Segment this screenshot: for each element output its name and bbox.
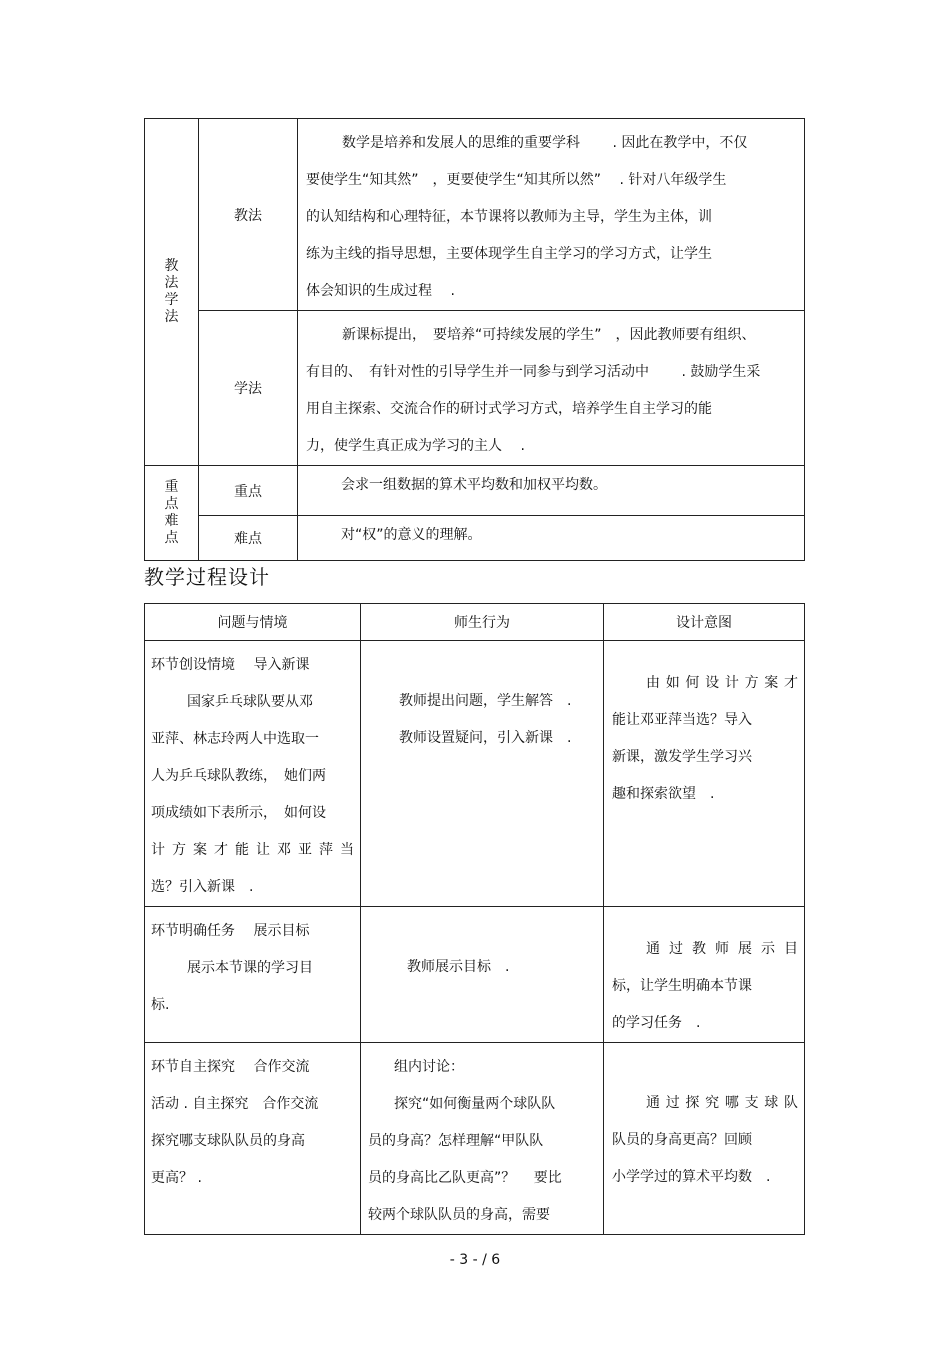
- text-line: 的学习任务 .: [612, 1015, 701, 1031]
- key-point-text: 会求一组数据的算术平均数和加权平均数。: [298, 466, 805, 516]
- row-label-xuefa: 学法: [199, 311, 298, 466]
- design-intent-cell: [604, 641, 805, 907]
- text-line: 要使学生“知其然” ，更要使学生“知其所以然” . 针对八年级学生: [306, 172, 727, 188]
- text-line: 环节自主探究 合作交流: [151, 1059, 310, 1075]
- difficult-point-text: 对“权”的意义的理解。: [298, 516, 805, 561]
- text-line: 队员的身高更高？回顾: [612, 1132, 752, 1148]
- jiaofa-description: [298, 119, 805, 311]
- xuefa-description: [298, 311, 805, 466]
- text-line: 员的身高比乙队更高”？ 要比: [368, 1170, 562, 1186]
- text-line: 环节创设情境 导入新课: [151, 657, 310, 673]
- row-label-jiaofa: 教法: [199, 119, 298, 311]
- text-line: 练为主线的指导思想，主要体现学生自主学习的学习方式，让学生: [306, 246, 712, 262]
- teaching-method-table: [144, 118, 805, 561]
- text-line: 员的身高？怎样理解“甲队队: [368, 1133, 544, 1149]
- text-line: 展示本节课的学习目: [187, 960, 313, 976]
- text-line: 小学学过的算术平均数 .: [612, 1169, 771, 1185]
- text-line: 探究“如何衡量两个球队队: [394, 1096, 556, 1112]
- category-label: 重点难点: [164, 479, 179, 546]
- text-line: 能让邓亚萍当选？导入: [612, 712, 752, 728]
- category-label: 教法学法: [164, 258, 179, 325]
- text-line: 趣和探索欲望 .: [612, 786, 715, 802]
- text-line: 有目的、 有针对性的引导学生并一同参与到学习活动中 . 鼓励学生采: [306, 364, 761, 380]
- column-header: 师生行为: [361, 604, 604, 641]
- problem-situation-cell: [145, 641, 361, 907]
- text-line: 新课，激发学生学习兴: [612, 749, 752, 765]
- table-row: [145, 641, 805, 907]
- teacher-student-cell: [361, 641, 604, 907]
- teaching-process-table: [144, 603, 805, 1235]
- problem-situation-cell: [145, 907, 361, 1043]
- text-line: 新课标提出， 要培养“可持续发展的学生” ，因此教师要有组织、: [342, 327, 756, 343]
- text-line: 较两个球队队员的身高，需要: [368, 1207, 550, 1223]
- section-heading: 教学过程设计: [144, 565, 270, 589]
- design-intent-cell: [604, 907, 805, 1043]
- design-intent-cell: [604, 1043, 805, 1235]
- row-label-zhongdian: 重点: [199, 466, 298, 516]
- text-line: 教师提出问题，学生解答 .: [399, 693, 572, 709]
- text-line: 探究哪支球队队员的身高: [151, 1133, 305, 1149]
- text-line: 通过教师展示目: [646, 941, 798, 957]
- page-number: - 3 - / 6: [449, 1252, 501, 1268]
- text-line: 由如何设计方案才: [646, 675, 798, 691]
- text-line: 力，使学生真正成为学习的主人 .: [306, 438, 525, 454]
- category-teaching-learning-methods: [145, 119, 199, 466]
- text-line: 计方案才能让邓亚萍当: [151, 842, 354, 858]
- text-line: 人为乒乓球队教练， 她们两: [151, 768, 326, 784]
- text-line: 亚萍、林志玲两人中选取一: [151, 731, 319, 747]
- text-line: 体会知识的生成过程 .: [306, 283, 455, 299]
- teacher-student-cell: [361, 1043, 604, 1235]
- text-line: 通过探究哪支球队: [646, 1095, 798, 1111]
- text-line: 标.: [151, 997, 170, 1013]
- text-line: 标，让学生明确本节课: [612, 978, 752, 994]
- problem-situation-cell: [145, 1043, 361, 1235]
- column-header: 问题与情境: [145, 604, 361, 641]
- text-line: 项成绩如下表所示， 如何设: [151, 805, 326, 821]
- text-line: 活动 . 自主探究 合作交流: [151, 1096, 319, 1112]
- column-header: 设计意图: [604, 604, 805, 641]
- text-line: 教师设置疑问，引入新课 .: [399, 730, 572, 746]
- category-key-difficult-points: [145, 466, 199, 561]
- text-line: 国家乒乓球队要从邓: [187, 694, 313, 710]
- teacher-student-cell: [361, 907, 604, 1043]
- text-line: 环节明确任务 展示目标: [151, 923, 310, 939]
- text-line: 用自主探索、交流合作的研讨式学习方式，培养学生自主学习的能: [306, 401, 712, 417]
- table-row: [145, 907, 805, 1043]
- row-label-nandian: 难点: [199, 516, 298, 561]
- text-line: 教师展示目标 .: [407, 959, 510, 975]
- text-line: 组内讨论：: [394, 1059, 464, 1075]
- text-line: 数学是培养和发展人的思维的重要学科 . 因此在教学中，不仅: [342, 135, 748, 151]
- table-row: [145, 1043, 805, 1235]
- text-line: 选？引入新课 .: [151, 879, 254, 895]
- text-line: 更高？ .: [151, 1170, 202, 1186]
- text-line: 的认知结构和心理特征，本节课将以教师为主导，学生为主体，训: [306, 209, 712, 225]
